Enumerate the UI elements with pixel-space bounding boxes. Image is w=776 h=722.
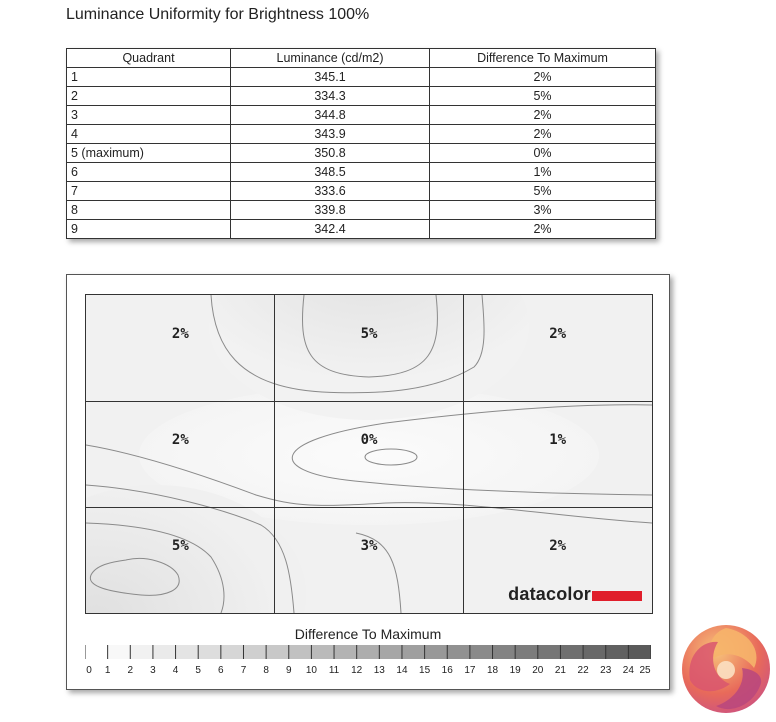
luminance-cell: 342.4	[231, 220, 430, 239]
luminance-cell: 348.5	[231, 163, 430, 182]
table-row	[67, 201, 656, 220]
difference-cell: 0%	[430, 144, 656, 163]
table-row	[67, 125, 656, 144]
scale-segment	[334, 645, 357, 659]
luminance-cell: 339.8	[231, 201, 430, 220]
scale-tick-label: 19	[509, 665, 521, 676]
heatmap-shading	[86, 295, 652, 613]
table-header-row	[67, 49, 656, 68]
scale-segment	[130, 645, 153, 659]
scale-segment	[221, 645, 244, 659]
scale-tick-label: 14	[396, 665, 408, 676]
scale-title: Difference To Maximum	[294, 626, 442, 642]
luminance-cell: 333.6	[231, 182, 430, 201]
scale-segment	[108, 645, 131, 659]
difference-cell: 2%	[430, 106, 656, 125]
scale-tick-label: 25	[639, 665, 651, 676]
scale-tick-label: 4	[172, 665, 179, 676]
luminance-cell: 334.3	[231, 87, 430, 106]
scale-tick-label: 15	[419, 665, 431, 676]
cell-label: 2%	[549, 537, 567, 554]
scale-tick-label: 8	[263, 665, 269, 676]
luminance-cell: 350.8	[231, 144, 430, 163]
scale-segment	[198, 645, 221, 659]
scale-segment	[85, 645, 108, 659]
difference-cell: 5%	[430, 182, 656, 201]
scale-segment	[606, 645, 629, 659]
table-row	[67, 144, 656, 163]
datacolor-logo-bar	[592, 591, 642, 601]
quadrant-cell: 7	[67, 182, 231, 201]
column-header-difference: Difference To Maximum	[430, 49, 656, 68]
scale-tick-label: 22	[577, 665, 589, 676]
scale-segment	[470, 645, 493, 659]
scale-segment	[560, 645, 583, 659]
quadrant-cell: 2	[67, 87, 231, 106]
column-header-quadrant: Quadrant	[67, 49, 231, 68]
scale-segment	[538, 645, 561, 659]
scale-segment	[176, 645, 199, 659]
cell-label: 0%	[360, 431, 378, 448]
scale-tick-label: 6	[218, 665, 224, 676]
cell-label: 5%	[171, 537, 189, 554]
luminance-cell: 344.8	[231, 106, 430, 125]
scale-tick-label: 13	[373, 665, 385, 676]
scale-tick-label: 20	[532, 665, 544, 676]
quadrant-cell: 5 (maximum)	[67, 144, 231, 163]
scale-tick-label: 1	[104, 665, 111, 676]
scale-segment	[583, 645, 606, 659]
quadrant-cell: 9	[67, 220, 231, 239]
difference-cell: 2%	[430, 68, 656, 87]
table-row	[67, 182, 656, 201]
scale-tick-label: 11	[328, 665, 340, 676]
difference-cell: 2%	[430, 220, 656, 239]
scale-segment	[357, 645, 380, 659]
scale-tick-label: 5	[195, 665, 201, 676]
scale-segment	[311, 645, 334, 659]
uniformity-heatmap	[85, 294, 653, 614]
scale-tick-label: 17	[464, 665, 476, 676]
scale-tick-label: 12	[351, 665, 363, 676]
scale-segment	[243, 645, 266, 659]
table-row	[67, 106, 656, 125]
scale-tick-label: 3	[150, 665, 156, 676]
luminance-cell: 343.9	[231, 125, 430, 144]
uniformity-chart-panel	[66, 274, 670, 690]
scale-segment	[402, 645, 425, 659]
scale-segment	[425, 645, 448, 659]
scale-segment	[493, 645, 516, 659]
scale-segment	[289, 645, 312, 659]
cell-label: 2%	[171, 431, 189, 448]
quadrant-cell: 3	[67, 106, 231, 125]
scale-tick-label: 18	[486, 665, 499, 676]
difference-cell: 3%	[430, 201, 656, 220]
difference-cell: 5%	[430, 87, 656, 106]
scale-segment	[153, 645, 176, 659]
luminance-cell: 345.1	[231, 68, 430, 87]
difference-scale-bar	[85, 645, 651, 685]
scale-segment	[266, 645, 289, 659]
difference-cell: 1%	[430, 163, 656, 182]
page-title: Luminance Uniformity for Brightness 100%	[66, 6, 370, 23]
table-row	[67, 87, 656, 106]
scale-tick-label: 16	[441, 665, 453, 676]
scale-tick-label: 23	[600, 665, 612, 676]
cell-label: 2%	[171, 325, 189, 342]
cell-label: 5%	[360, 325, 378, 342]
scale-tick-label: 21	[554, 665, 567, 676]
table-row	[67, 68, 656, 87]
scale-segment	[379, 645, 402, 659]
scale-tick-label: 7	[240, 665, 247, 676]
quadrant-cell: 4	[67, 125, 231, 144]
scale-segment	[628, 645, 651, 659]
kitguru-swirl-logo	[680, 622, 772, 716]
datacolor-logo-text: datacolor	[508, 584, 591, 604]
cell-label: 2%	[549, 325, 567, 342]
scale-tick-label: 10	[305, 665, 317, 676]
luminance-table	[66, 48, 656, 239]
scale-tick-label: 9	[285, 665, 292, 676]
table-row	[67, 163, 656, 182]
table-row	[67, 220, 656, 239]
cell-label: 1%	[549, 431, 567, 448]
difference-cell: 2%	[430, 125, 656, 144]
scale-segment	[515, 645, 538, 659]
quadrant-cell: 1	[67, 68, 231, 87]
quadrant-cell: 8	[67, 201, 231, 220]
scale-segment	[447, 645, 470, 659]
scale-tick-label: 2	[127, 665, 134, 676]
column-header-luminance: Luminance (cd/m2)	[231, 49, 430, 68]
scale-tick-label: 24	[622, 665, 634, 676]
datacolor-logo	[508, 584, 642, 605]
heatmap-svg	[86, 295, 652, 613]
cell-label: 3%	[360, 537, 378, 554]
quadrant-cell: 6	[67, 163, 231, 182]
scale-tick-label: 0	[86, 665, 92, 676]
